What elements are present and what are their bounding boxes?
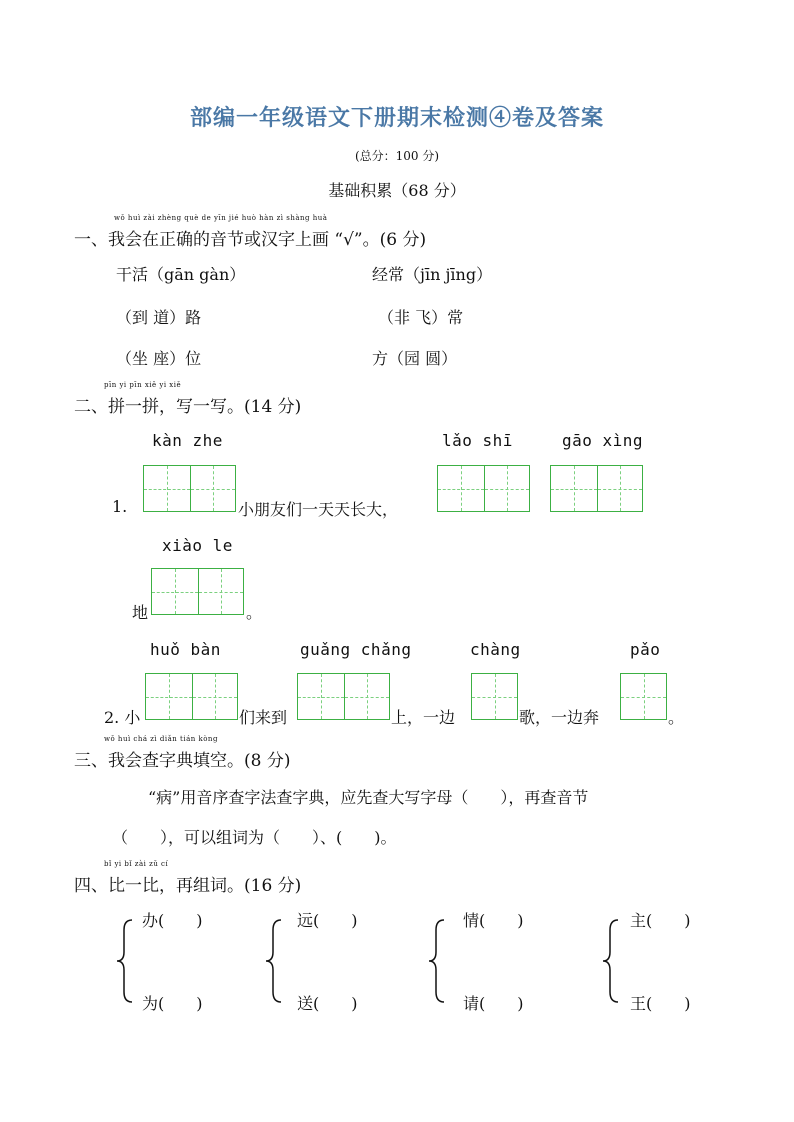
- s2-text-1: 们来到: [239, 708, 288, 727]
- q1-item-2: 经常（jīn jīng）: [372, 265, 493, 284]
- brace-icon: [263, 918, 285, 1004]
- q4-pair-4-bottom: 王( ): [630, 994, 691, 1013]
- q4-pair-1-top: 办( ): [142, 911, 203, 930]
- q4-pair-2-top: 远( ): [297, 911, 358, 930]
- s1-end: 。: [246, 603, 263, 622]
- section-heading: 基础积累（68 分）: [328, 181, 466, 200]
- writing-grid-guang-chang[interactable]: [297, 673, 390, 720]
- s1-number: 1.: [112, 497, 128, 516]
- s1-text-2: 地: [132, 603, 149, 622]
- q1-item-1: 干活（gān gàn）: [116, 265, 246, 284]
- writing-grid-pao[interactable]: [620, 673, 667, 720]
- s2-end: 。: [668, 708, 685, 727]
- q4-title: 四、比一比，再组词。(16 分): [74, 876, 302, 896]
- q3-line-2: （ ），可以组词为（ ）、( )。: [112, 828, 397, 847]
- s2-text-3: 歌，一边奔: [519, 708, 600, 727]
- s2-text-2: 上，一边: [391, 708, 456, 727]
- writing-grid-huo-ban[interactable]: [145, 673, 238, 720]
- q3-line-1: “病”用音序查字法查字典，应先查大写字母（ ），再查音节: [148, 788, 589, 807]
- q4-pair-4-top: 主( ): [630, 911, 691, 930]
- q1-title: 一、我会在正确的音节或汉字上画 “√”。(6 分): [74, 230, 427, 250]
- q2-title: 二、拼一拼，写一写。(14 分): [74, 397, 302, 417]
- pinyin-xiao-le: xiào le: [162, 536, 233, 555]
- q3-title: 三、我会查字典填空。(8 分): [74, 751, 291, 771]
- writing-grid-xiao-le[interactable]: [151, 568, 244, 615]
- writing-grid-gao-xing[interactable]: [550, 465, 643, 512]
- q1-item-4: （非 飞）常: [378, 308, 464, 327]
- pinyin-guang-chang: guǎng chǎng: [300, 640, 412, 659]
- q2-pinyin-annotation: pīn yi pīn xiě yi xiě: [104, 381, 182, 389]
- brace-icon: [114, 918, 136, 1004]
- q4-pair-3-top: 情( ): [463, 911, 524, 930]
- q4-pair-1-bottom: 为( ): [142, 994, 203, 1013]
- writing-grid-chang[interactable]: [471, 673, 518, 720]
- writing-grid-kan-zhe[interactable]: [143, 465, 236, 512]
- pinyin-lao-shi: lǎo shī: [442, 431, 513, 450]
- q1-item-5: （坐 座）位: [116, 349, 202, 368]
- q1-item-6: 方（园 圆）: [372, 349, 458, 368]
- q1-item-3: （到 道）路: [116, 308, 202, 327]
- q4-pinyin-annotation: bǐ yi bǐ zài zǔ cí: [104, 860, 169, 868]
- total-score: (总分：100 分): [354, 149, 440, 163]
- writing-grid-lao-shi[interactable]: [437, 465, 530, 512]
- q4-pair-3-bottom: 请( ): [463, 994, 524, 1013]
- page-title: 部编一年级语文下册期末检测④卷及答案: [189, 105, 604, 131]
- pinyin-huo-ban: huǒ bàn: [150, 640, 221, 659]
- pinyin-chang: chàng: [470, 640, 521, 659]
- q1-pinyin-annotation: wǒ huì zài zhèng què de yīn jié huò hàn zì shàng huà: [114, 214, 328, 222]
- pinyin-pao: pǎo: [630, 640, 661, 659]
- q4-pair-2-bottom: 送( ): [297, 994, 358, 1013]
- brace-icon: [426, 918, 448, 1004]
- q3-pinyin-annotation: wǒ huì chá zì diǎn tián kòng: [104, 735, 218, 743]
- brace-icon: [600, 918, 622, 1004]
- pinyin-kan-zhe: kàn zhe: [152, 431, 223, 450]
- s1-text-1: 小朋友们一天天长大，: [238, 500, 399, 519]
- pinyin-gao-xing: gāo xìng: [562, 431, 644, 450]
- s2-prefix: 2. 小: [104, 708, 141, 727]
